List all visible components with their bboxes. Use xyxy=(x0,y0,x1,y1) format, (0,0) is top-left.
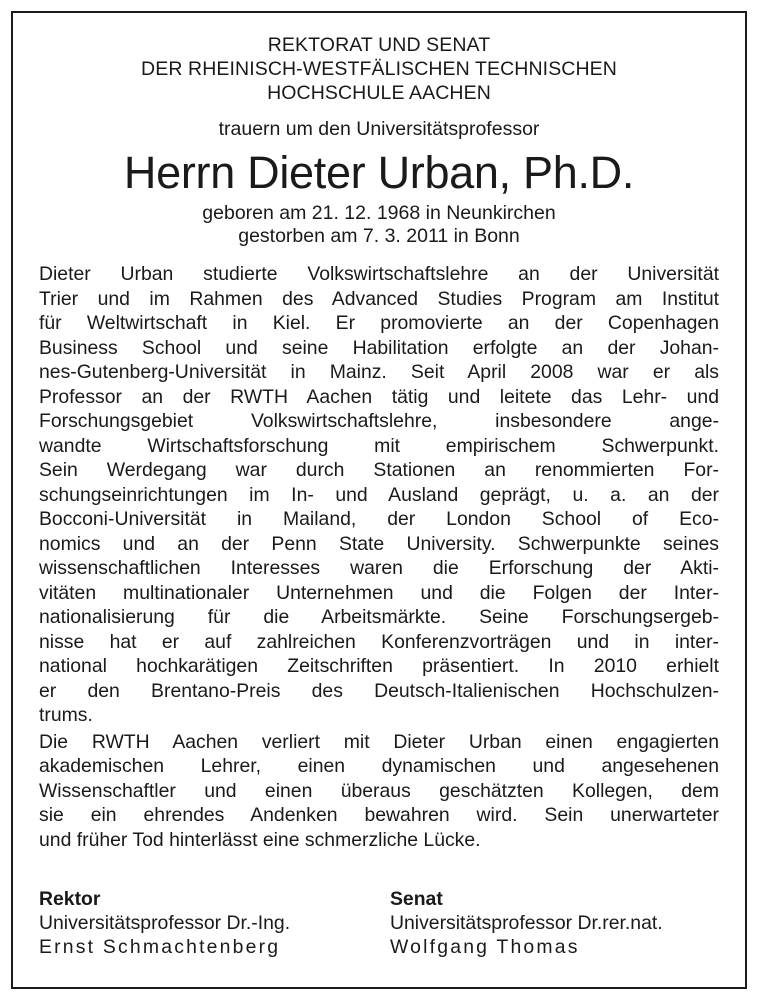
paragraph-line: nationalisierung für die Arbeitsmärkte. Seine Forschungsergeb- xyxy=(39,606,719,628)
paragraph-line: sie ein ehrendes Andenken bewahren wird. Sein unerwarteter xyxy=(39,804,719,826)
paragraph-line: Bocconi-Universität in Mailand, der London School of Eco- xyxy=(39,508,719,530)
deceased-name: Herrn Dieter Urban, Ph.D. xyxy=(123,147,635,198)
signature-role: Senat xyxy=(390,888,443,910)
paragraph-line: Wissenschaftler und einen überaus geschätzten Kollegen, dem xyxy=(39,779,719,802)
issuer-line: HOCHSCHULE AACHEN xyxy=(267,82,491,104)
senate-signature xyxy=(390,887,663,959)
death-date: gestorben am 7. 3. 2011 in Bonn xyxy=(238,225,520,247)
paragraph-line: wandte Wirtschaftsforschung mit empirischem Schwerpunkt. xyxy=(39,434,719,457)
signature-role: Rektor xyxy=(39,888,101,910)
paragraph-line: nes-Gutenberg-Universität in Mainz. Seit April 2008 war er als xyxy=(39,361,719,383)
signatures xyxy=(39,887,719,959)
signature-title: Universitätsprofessor Dr.-Ing. xyxy=(39,912,291,934)
rector-signature xyxy=(39,887,390,959)
paragraph-line: Business School und seine Habilitation erfolgte an der Johan- xyxy=(39,336,719,359)
issuer-line: REKTORAT UND SENAT xyxy=(267,34,491,56)
paragraph-line: er den Brentano-Preis des Deutsch-Italienischen Hochschulzen- xyxy=(39,679,719,702)
paragraph-line: nisse hat er auf zahlreichen Konferenzvorträgen und in inter- xyxy=(39,630,719,653)
paragraph-line: schungseinrichtungen im In- und Ausland geprägt, u. a. an der xyxy=(39,483,719,506)
paragraph-line: Professor an der RWTH Aachen tätig und leitete das Lehr- und xyxy=(39,385,719,408)
signature-name: Wolfgang Thomas xyxy=(390,936,580,958)
paragraph-line: Trier und im Rahmen des Advanced Studies Program am Institut xyxy=(39,287,719,310)
paragraph-line: vitäten multinationaler Unternehmen und die Folgen der Inter- xyxy=(39,581,719,604)
paragraph-line: Forschungsgebiet Volkswirtschaftslehre, insbesondere ange- xyxy=(39,410,719,432)
paragraph-line: für Weltwirtschaft in Kiel. Er promovierte an der Copenhagen xyxy=(39,312,719,334)
biography-paragraph xyxy=(39,262,719,728)
paragraph-line: akademischen Lehrer, einen dynamischen und angesehenen xyxy=(39,755,719,777)
signature-title: Universitätsprofessor Dr.rer.nat. xyxy=(390,912,663,934)
paragraph-line: wissenschaftlichen Interesses waren die Erforschung der Akti- xyxy=(39,557,719,579)
tribute-paragraph xyxy=(39,730,719,853)
obituary-body xyxy=(39,262,719,852)
paragraph-line: nomics und an der Penn State University. Schwerpunkte seines xyxy=(39,532,719,555)
paragraph-line: trums. xyxy=(39,704,93,726)
issuer-line: DER RHEINISCH-WESTFÄLISCHEN TECHNISCHEN xyxy=(141,58,617,80)
paragraph-line: Die RWTH Aachen verliert mit Dieter Urban einen engagierten xyxy=(39,730,719,753)
issuer-heading xyxy=(13,33,745,105)
obituary-notice xyxy=(11,11,747,989)
mourning-intro: trauern um den Universitätsprofessor xyxy=(218,118,540,140)
paragraph-line: Sein Werdegang war durch Stationen an renommierten For- xyxy=(39,459,719,481)
life-dates xyxy=(13,202,745,248)
paragraph-line: Dieter Urban studierte Volkswirtschaftslehre an der Universität xyxy=(39,263,719,285)
signature-name: Ernst Schmachtenberg xyxy=(39,936,281,958)
paragraph-line: und früher Tod hinterlässt eine schmerzliche Lücke. xyxy=(39,828,481,851)
paragraph-line: national hochkarätigen Zeitschriften präsentiert. In 2010 erhielt xyxy=(39,655,719,677)
birth-date: geboren am 21. 12. 1968 in Neunkirchen xyxy=(202,202,556,224)
